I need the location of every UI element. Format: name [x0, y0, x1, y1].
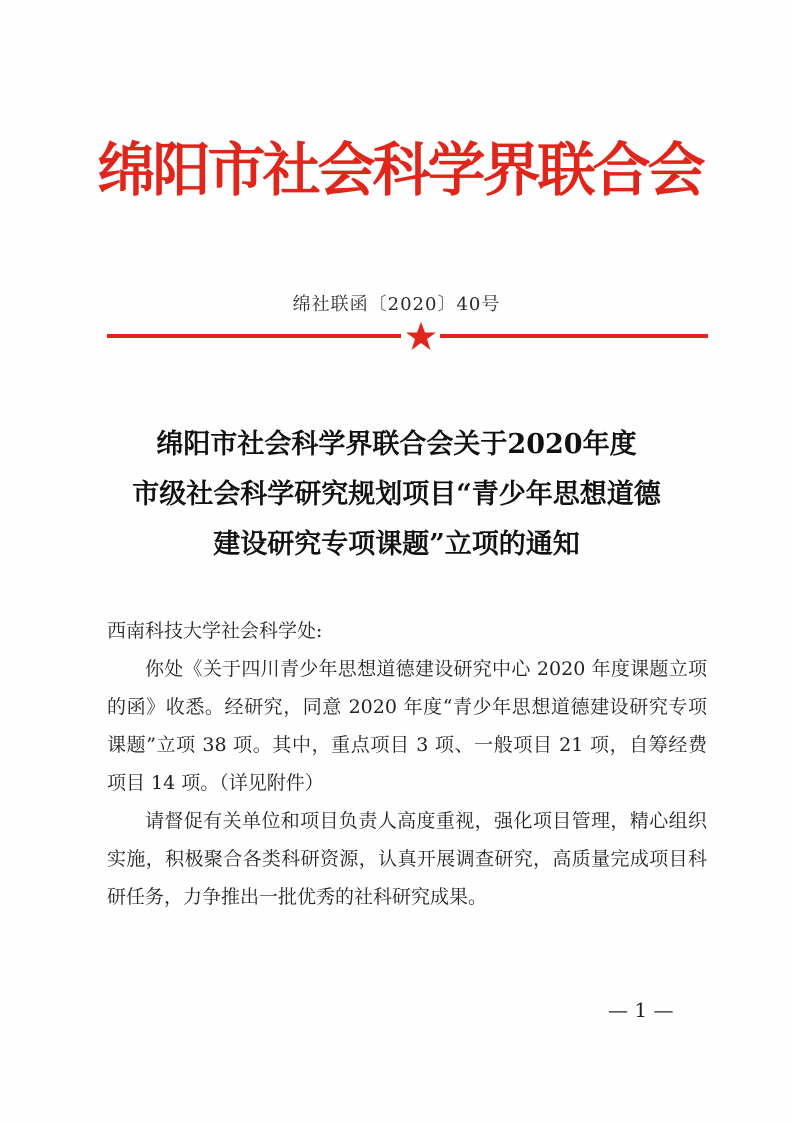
- title-line-1: 绵阳市社会科学界联合会关于2020年度: [156, 429, 637, 460]
- title-line-2: 市级社会科学研究规划项目“青少年思想道德: [132, 479, 661, 510]
- body-paragraph-2: 请督促有关单位和项目负责人高度重视，强化项目管理，精心组织实施，积极聚合各类科研资源，认真开展调查研究，高质量完成项目科研任务，力争推出一批优秀的社科研究成果。: [107, 810, 707, 908]
- red-divider-left: [107, 334, 401, 338]
- notice-body: [107, 612, 707, 916]
- notice-title: [90, 420, 703, 570]
- red-divider-right: [440, 334, 708, 338]
- recipient-line: 西南科技大学社会科学处:: [107, 620, 323, 642]
- page-number: — 1 —: [608, 998, 674, 1022]
- org-header-title: 绵阳市社会科学界联合会: [97, 136, 703, 204]
- body-paragraph-1: 你处《关于四川青少年思想道德建设研究中心 2020 年度课题立项的函》收悉。经研究，同意 2020 年度“青少年思想道德建设研究专项课题”立项 38 项。其中，重点项目 3 项、一般项目 21 项，自筹经费项目 14 项。（详见附件）: [107, 658, 707, 794]
- document-number: 绵社联函〔2020〕40号: [292, 294, 501, 315]
- red-star-icon: [405, 320, 437, 352]
- title-line-3: 建设研究专项课题”立项的通知: [213, 529, 580, 560]
